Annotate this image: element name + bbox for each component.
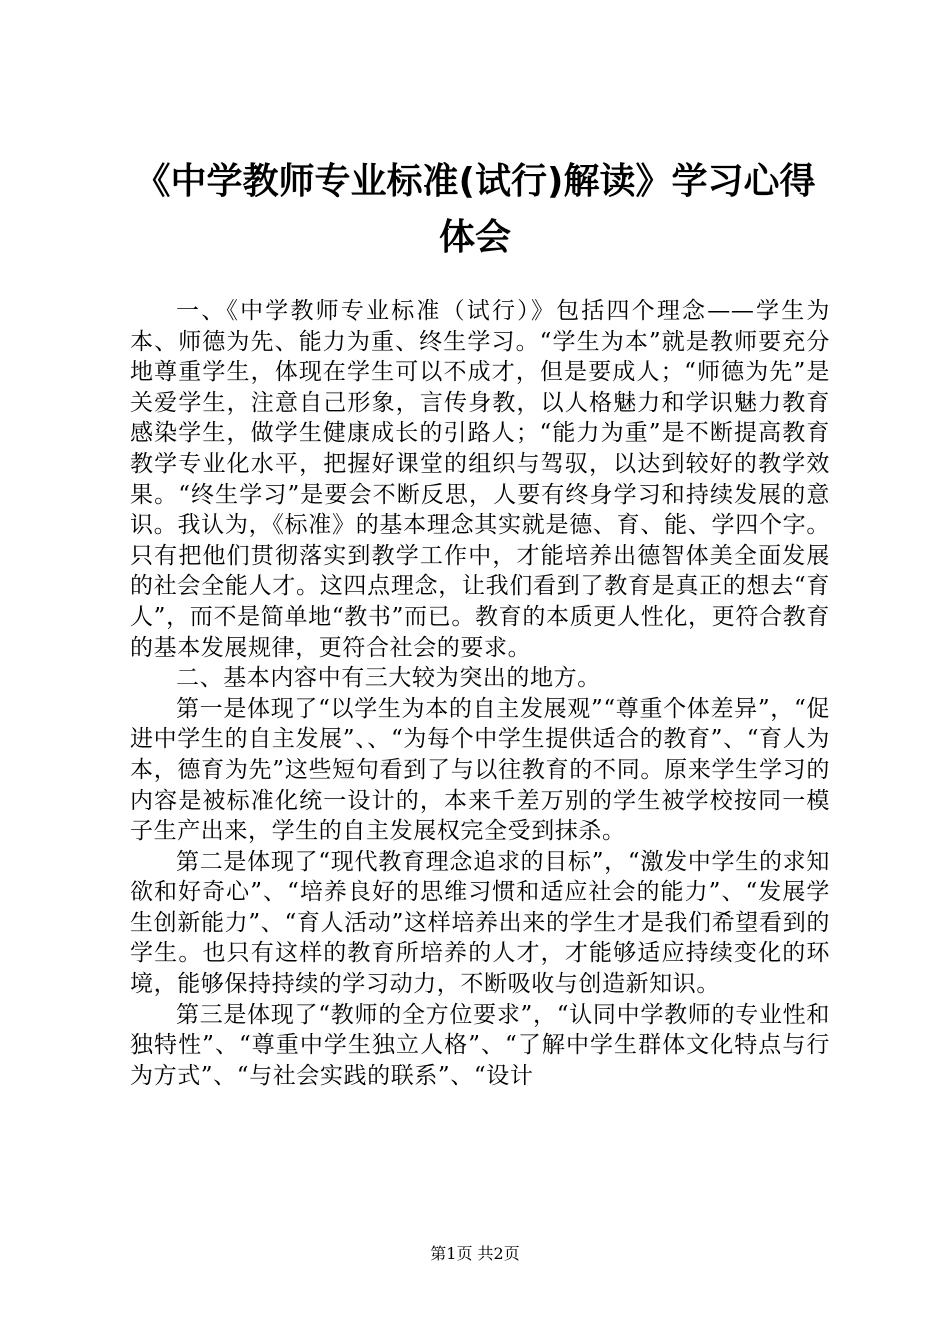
paragraph-4: 第二是体现了“现代教育理念追求的目标”，“激发中学生的求知欲和好奇心”、“培养良好的思维习惯和适应社会的能力”、“发展学生创新能力”、“育人活动”这样培养出来的学生才是我们希望看到的学生。也只有这样的教育所培养的人才，才能够适应持续变化的环境，能够保持持续的学习动力，不断吸收与创造新知识。 (130, 848, 830, 998)
paragraph-3: 第一是体现了“以学生为本的自主发展观”“尊重个体差异”，“促进中学生的自主发展”、、“为每个中学生提供适合的教育”、“育人为本，德育为先”这些短句看到了与以往教育的不同。原来学生学习的内容是被标准化统一设计的，本来千差万别的学生被学校按同一模子生产出来，学生的自主发展权完全受到抹杀。 (130, 695, 830, 845)
paragraph-5: 第三是体现了“教师的全方位要求”，“认同中学教师的专业性和独特性”、“尊重中学生独立人格”、“了解中学生群体文化特点与行为方式”、“与社会实践的联系”、“设计 (130, 1001, 830, 1089)
paragraph-2: 二、基本内容中有三大较为突出的地方。 (176, 665, 601, 692)
paragraph-1: 一、《中学教师专业标准（试行）》包括四个理念——学生为本、师德为先、能力为重、终生学习。“学生为本”就是教师要充分地尊重学生，体现在学生可以不成才，但是要成人；“师德为先”是关爱学生，注意自己形象，言传身教，以人格魅力和学识魅力教育感染学生，做学生健康成长的引路人；“能力为重”是不断提高教育教学专业化水平，把握好课堂的组织与驾驭，以达到较好的教学效果。“终生学习”是要会不断反思，人要有终身学习和持续发展的意识。我认为，《标准》的基本理念其实就是德、育、能、学四个字。只有把他们贯彻落实到教学工作中，才能培养出德智体美全面发展的社会全能人才。这四点理念，让我们看到了教育是真正的想去“育人”，而不是简单地“教书”而已。教育的本质更人性化，更符合教育的基本发展规律，更符合社会的要求。 (130, 298, 830, 661)
document-body (130, 296, 830, 1091)
document-title: 《中学教师专业标准(试行)解读》学习心得体会 (134, 161, 816, 258)
page-number-footer: 第1页 共2页 (430, 1244, 520, 1263)
